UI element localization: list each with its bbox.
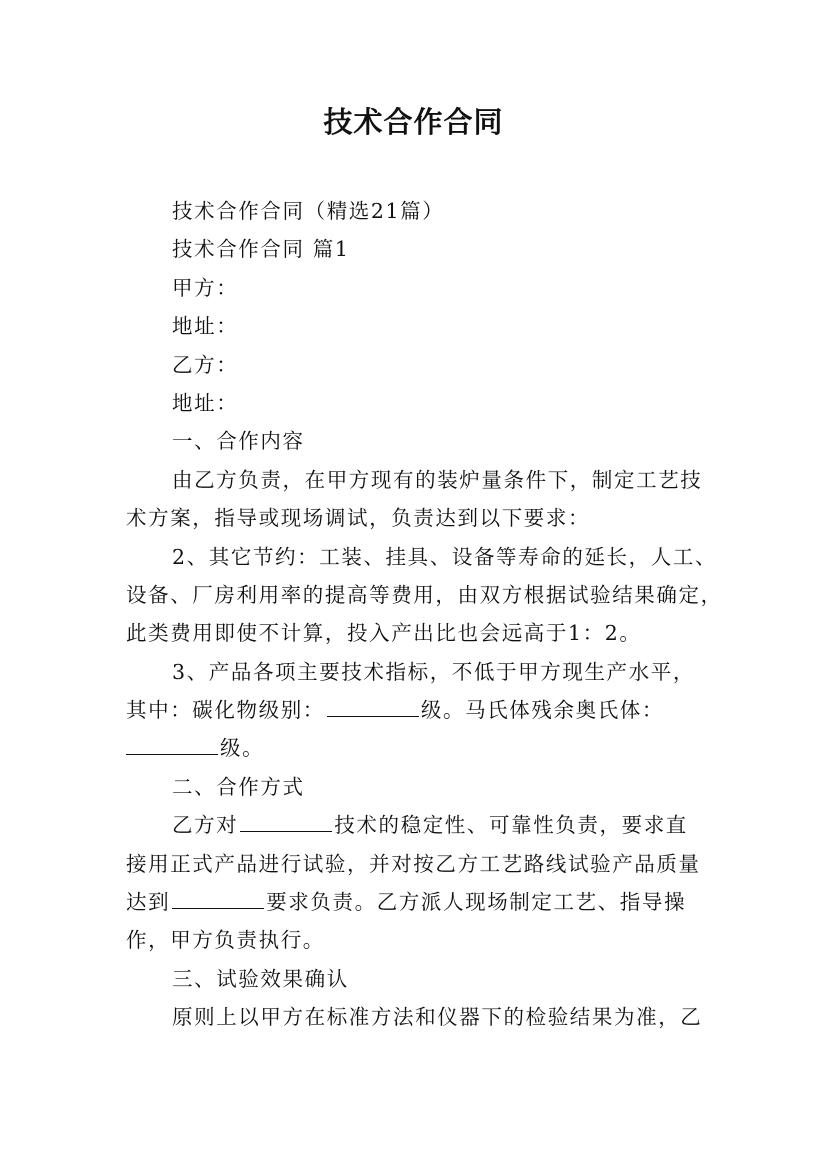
paragraph-line: 原则上以甲方在标准方法和仪器下的检验结果为准，乙 [172, 1005, 703, 1030]
heading-test-confirmation: 三、试验效果确认 [172, 966, 349, 991]
heading-cooperation-method: 二、合作方式 [172, 774, 305, 799]
paragraph-line: 术方案，指导或现场调试，负责达到以下要求： [126, 506, 591, 531]
fill-in-blank [327, 696, 419, 717]
paragraph-line: 3、产品各项主要技术指标，不低于甲方现生产水平， [172, 659, 695, 684]
section-heading-line: 技术合作合同 篇1 [172, 237, 350, 262]
paragraph-line: 作，甲方负责执行。 [126, 928, 325, 953]
document-body [126, 192, 723, 1037]
party-a-line: 甲方： [172, 275, 239, 300]
paragraph-line [126, 729, 716, 767]
party-a-address-line: 地址： [172, 314, 239, 339]
text-fragment: 乙方对 [172, 813, 239, 838]
text-fragment: 其中：碳化物级别： [126, 698, 325, 723]
paragraph-line: 接用正式产品进行试验，并对按乙方工艺路线试验产品质量 [126, 851, 701, 876]
party-b-line: 乙方： [172, 352, 239, 377]
fill-in-blank [240, 811, 332, 832]
paragraph-line [126, 806, 716, 844]
fill-in-blank [126, 734, 218, 755]
text-fragment: 要求负责。乙方派人现场制定工艺、指导操 [266, 890, 687, 915]
paragraph-line: 设备、厂房利用率的提高等费用，由双方根据试验结果确定， [126, 582, 723, 607]
heading-cooperation-content: 一、合作内容 [172, 429, 305, 454]
subtitle-line: 技术合作合同（精选21篇） [172, 199, 445, 223]
paragraph-line [126, 883, 716, 921]
text-fragment: 达到 [126, 890, 171, 915]
paragraph-line: 2、其它节约：工装、挂具、设备等寿命的延长，人工、 [172, 544, 718, 569]
paragraph-line: 由乙方负责，在甲方现有的装炉量条件下，制定工艺技 [172, 467, 703, 492]
paragraph-line: 此类费用即使不计算，投入产出比也会远高于1：2。 [126, 621, 642, 646]
document-title: 技术合作合同 [323, 105, 504, 139]
text-fragment: 技术的稳定性、可靠性负责，要求直 [334, 813, 688, 838]
text-fragment: 级。 [220, 736, 265, 761]
paragraph-line [126, 691, 716, 729]
fill-in-blank [172, 888, 264, 909]
text-fragment: 级。马氏体残余奥氏体： [420, 698, 665, 723]
party-b-address-line: 地址： [172, 390, 239, 415]
